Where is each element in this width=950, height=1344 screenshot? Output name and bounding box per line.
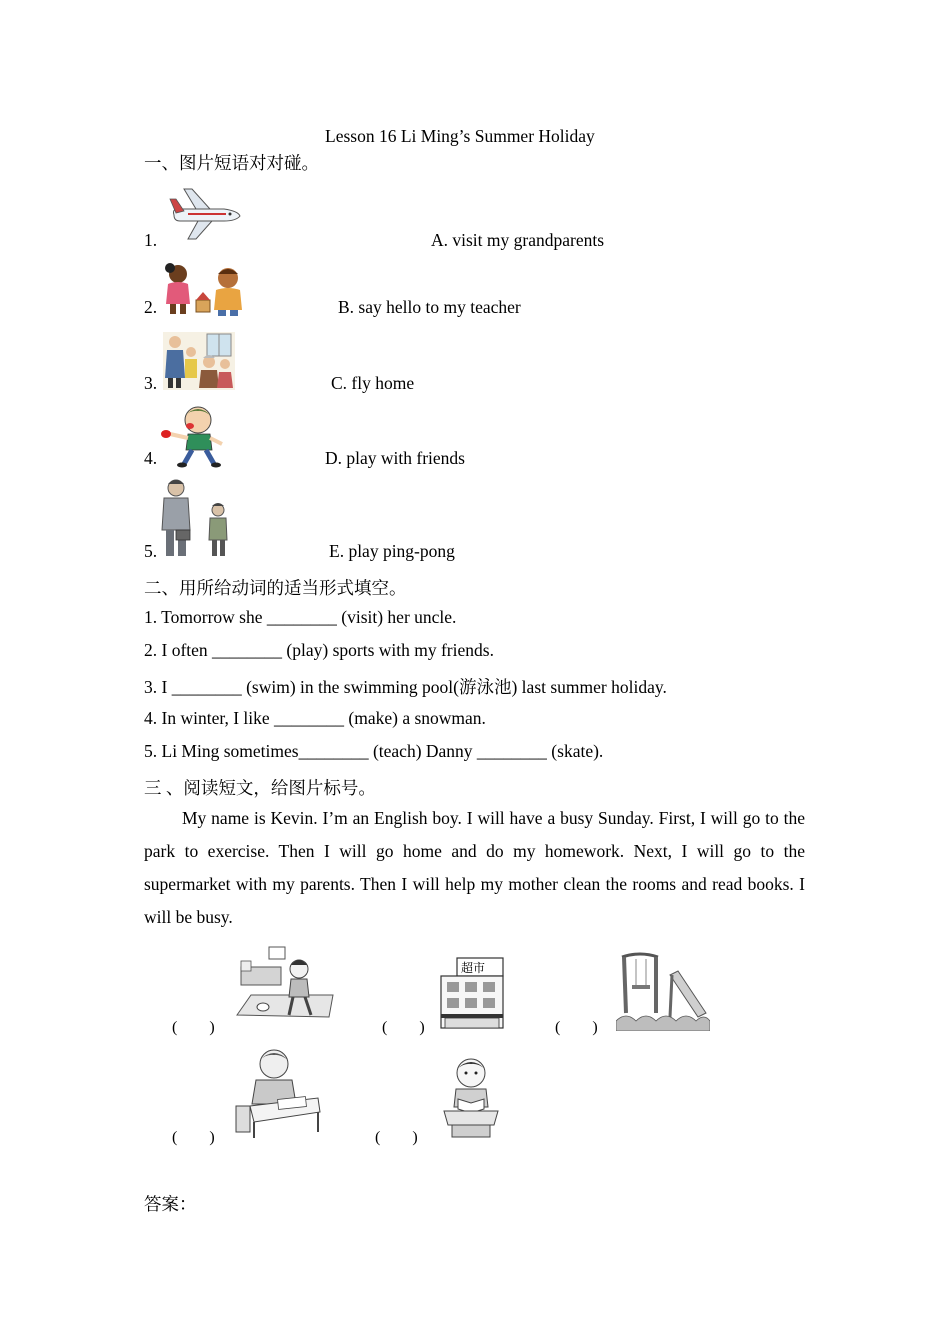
section2-heading: 二、用所给动词的适当形式填空。 — [144, 578, 407, 598]
option-d: D. play with friends — [325, 448, 465, 468]
supermarket-sign-text: 超市 — [461, 961, 486, 975]
supermarket-picture — [437, 956, 507, 1030]
answer-label: 答案： — [144, 1194, 197, 1214]
teacher-and-student-picture — [160, 478, 238, 560]
reading-picture — [440, 1055, 502, 1139]
airplane-picture — [168, 187, 242, 241]
fill-sentence-4: 4. In winter, I like ________ (make) a snowman. — [144, 708, 486, 728]
section3-heading: 三 、阅读短文，给图片标号。 — [144, 778, 376, 798]
item5-number: 5. — [144, 541, 158, 561]
kids-playing-picture — [162, 262, 248, 318]
family-visit-picture — [163, 332, 235, 390]
fill-sentence-5: 5. Li Ming sometimes________ (teach) Danny ________ (skate). — [144, 741, 604, 761]
answer-paren-2: ( ) — [382, 1019, 425, 1036]
answer-paren-4: ( ) — [172, 1129, 215, 1146]
fill-sentence-1: 1. Tomorrow she ________ (visit) her uncle. — [144, 607, 457, 627]
answer-paren-3: ( ) — [555, 1019, 598, 1036]
fill-sentence-2: 2. I often ________ (play) sports with my friends. — [144, 640, 494, 660]
homework-picture — [234, 1046, 322, 1138]
answer-paren-1: ( ) — [172, 1019, 215, 1036]
item3-number: 3. — [144, 373, 158, 393]
section1-heading: 一、图片短语对对碰。 — [144, 153, 319, 173]
ping-pong-player-picture — [160, 404, 228, 468]
option-c: C. fly home — [331, 373, 415, 393]
park-picture — [616, 951, 710, 1031]
option-b: B. say hello to my teacher — [338, 297, 521, 317]
fill-sentence-3: 3. I ________ (swim) in the swimming pool(游泳池) last summer holiday. — [144, 677, 667, 697]
answer-paren-5: ( ) — [375, 1129, 418, 1146]
item1-number: 1. — [144, 230, 158, 250]
page-title: Lesson 16 Li Ming’s Summer Holiday — [325, 126, 595, 146]
option-e: E. play ping-pong — [329, 541, 455, 561]
reading-passage: My name is Kevin. I’m an English boy. I will have a busy Sunday. First, I will go to the park to exercise. Then I will go home and do my homework. Next, I will go to the supermarket with my parents. Then I will help my mother clean the rooms and read books. I will be busy. — [144, 808, 805, 927]
item4-number: 4. — [144, 448, 158, 468]
option-a: A. visit my grandparents — [431, 230, 605, 250]
clean-room-picture — [233, 945, 343, 1029]
item2-number: 2. — [144, 297, 158, 317]
